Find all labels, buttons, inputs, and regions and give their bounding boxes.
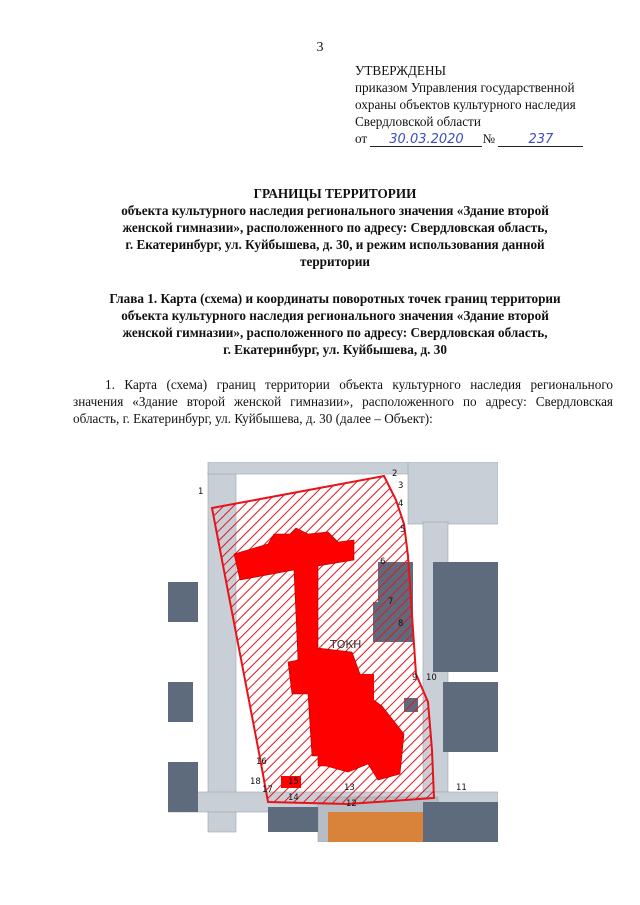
map-point-label: 10	[426, 673, 437, 683]
title-line-1: ГРАНИЦЫ ТЕРРИТОРИИ	[253, 186, 417, 201]
title-line-5: территории	[299, 254, 371, 269]
approval-line-1: приказом Управления государственной	[355, 80, 575, 95]
map-point-label: 16	[256, 757, 267, 767]
document-title	[60, 185, 610, 270]
body-paragraph: 1. Карта (схема) границ территории объекта культурного наследия регионального значения «Здание второй женской гимназии», расположенного по адресу: Свердловская область, г. Екатеринбург, ул. Куйбышева, д. 30 (далее – Объект):	[73, 377, 613, 426]
map-point-label: 13	[344, 783, 355, 793]
chapter-heading	[60, 290, 610, 358]
map-point-label: 12	[346, 799, 357, 809]
chapter-line-2: объекта культурного наследия регионального значения «Здание второй	[121, 308, 549, 323]
approval-block	[355, 62, 625, 147]
map-point-label: 14	[288, 793, 299, 803]
title-line-3: женской гимназии», расположенного по адресу: Свердловская область,	[122, 220, 548, 235]
map-point-label: 5	[400, 525, 406, 535]
territory-label: ТОКН	[330, 638, 362, 651]
approval-number: 237	[498, 133, 583, 147]
chapter-line-4: г. Екатеринбург, ул. Куйбышева, д. 30	[223, 342, 447, 357]
map-point-label: 3	[398, 481, 404, 491]
map-point-label: 9	[412, 673, 418, 683]
approval-line-2: охраны объектов культурного наследия	[355, 97, 576, 112]
map-point-label: 1	[198, 487, 204, 497]
map-point-label: 6	[380, 557, 386, 567]
chapter-line-1: Глава 1. Карта (схема) и координаты поворотных точек границ территории	[109, 291, 561, 306]
approval-date-line	[355, 130, 625, 147]
annex-block	[350, 674, 374, 720]
map-point-label: 11	[456, 783, 467, 793]
approval-date: 30.03.2020	[370, 133, 482, 147]
approval-from-label: от	[355, 131, 368, 146]
chapter-line-3: женской гимназии», расположенного по адресу: Свердловская область,	[122, 325, 548, 340]
approval-line-3: Свердловской области	[355, 114, 481, 129]
page-number: 3	[316, 40, 324, 55]
map-point-label: 4	[398, 499, 404, 509]
approval-heading: УТВЕРЖДЕНЫ	[355, 63, 447, 78]
approval-number-label: №	[482, 131, 496, 146]
map-point-label: 7	[388, 597, 394, 607]
map-point-label: 8	[398, 619, 404, 629]
map-point-label: 2	[392, 469, 398, 479]
map-point-label: 18	[250, 777, 261, 787]
title-line-2: объекта культурного наследия регионального значения «Здание второй	[121, 203, 549, 218]
territory-map	[168, 462, 498, 842]
title-line-4: г. Екатеринбург, ул. Куйбышева, д. 30, и режим использования данной	[125, 237, 545, 252]
map-point-label: 17	[262, 785, 273, 795]
map-point-label: 15	[288, 777, 299, 787]
